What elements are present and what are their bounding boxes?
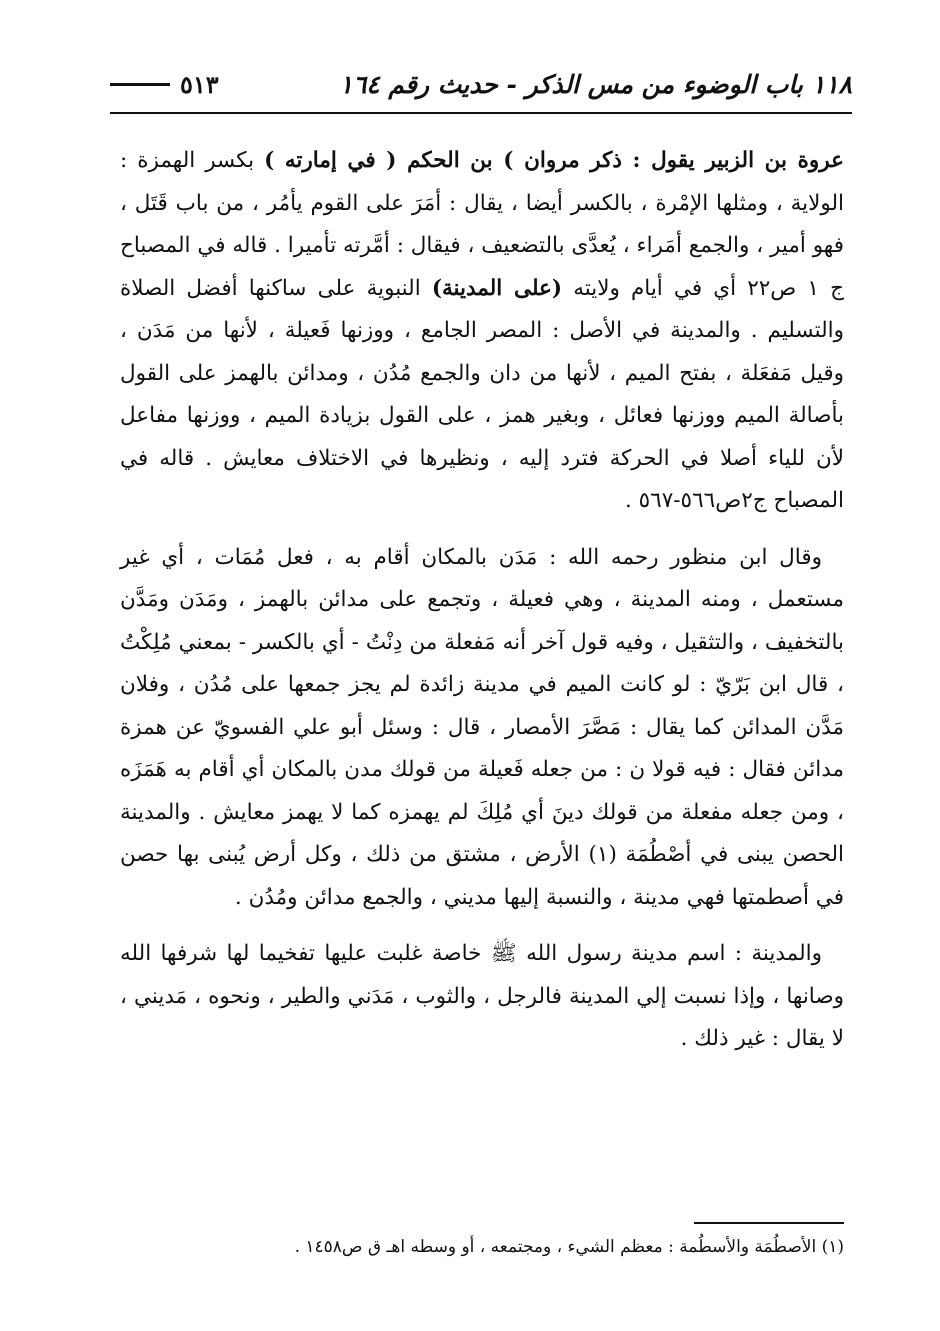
header-divider	[110, 112, 852, 114]
running-title: ١١٨ باب الوضوء من مس الذكر - حديث رقم ١٦٤	[339, 70, 852, 99]
main-text	[120, 140, 844, 1061]
page-header	[110, 70, 852, 110]
paragraph-3-text: والمدينة : اسم مدينة رسول الله ﷺ خاصة غلبت عليها تفخيما لها شرفها الله وصانها ، وإذا نسبت إلي المدينة فالرجل ، والثوب ، مَدَني والطير ، ونحوه ، مَديني ، لا يقال : غير ذلك .	[120, 941, 844, 1051]
paragraph-2	[120, 537, 844, 920]
paragraph-2-text: وقال ابن منظور رحمه الله : مَدَن بالمكان أقام به ، فعل مُمَات ، أي غير مستعمل ، ومنه المدينة ، وهي فعيلة ، وتجمع على مدائن بالهمز ، ومَدَن ومَدَّن بالتخفيف ، والتثقيل ، وفيه قول آخر أنه مَفعلة من دِنْتُ - أي بالكسر - بمعني مُلِكْتُ ، قال ابن بَرّيّ : لو كانت الميم في مدينة زائدة لم يجز جمعها على مُدُن ، وفلان مَدَّن المدائن كما يقال : مَصَّرَ الأمصار ، قال : وسئل أبو علي الفسويّ عن همزة مدائن فقال : فيه قولا ن : من جعله فَعيلة من قولك مدن بالمكان أي أقام به هَمَزَه ، ومن جعله مفعلة من قولك دينَ أي مُلِكَ لم يهمزه كما لا يهمز معايش . والمدينة الحصن يبنى في أصْطُمَة (١) الأرض ، مشتق من ذلك ، وكل أرض يُبنى بها حصن في أصطمتها فهي مدينة ، والنسبة إليها مديني ، والجمع مدائن ومُدُن .	[120, 544, 845, 910]
page-number-dash	[110, 83, 170, 86]
paragraph-1-bold-b: (على المدينة)	[431, 275, 563, 301]
footnote: (١) الأصطُمَة والأسطُمة : معظم الشيء ، ومجتمعه ، أو وسطه اهـ ق ص١٤٥٨ .	[294, 1237, 844, 1257]
page-number: ٥١٣	[180, 70, 219, 99]
footnote-divider	[694, 1222, 844, 1224]
paragraph-1	[120, 140, 844, 523]
paragraph-1-lead: عروة بن الزبير يقول : ذكر مروان ) بن الحكم ( في إمارته )	[264, 148, 844, 173]
paragraph-1-text-a: بكسر الهمزة : الولاية ، ومثلها الإمْرة ، بالكسر أيضا ، يقال : أمَرَ على القوم يأمُر ، من باب قَتَل ، فهو أمير ، والجمع أمَراء ، يُعدَّى بالتضعيف ، فيقال : أمَّرته تأميرا . قاله في المصباح ج ١ ص٢٢ أي في أيام ولايته	[120, 148, 844, 301]
paragraph-3	[120, 933, 844, 1061]
paragraph-1-text-b: النبوية على ساكنها أفضل الصلاة والتسليم . والمدينة في الأصل : المصر الجامع ، ووزنها فَعيلة ، لأنها من مَدَن ، وقيل مَفعَلة ، بفتح الميم ، لأنها من دان والجمع مُدُن ، ومدائن بالهمز على القول بأصالة الميم ووزنها فعائل ، وبغير همز ، على القول بزيادة الميم ، ووزنها مفاعل لأن للياء أصلا في الحركة فترد إليه ، ونظيرها في الاختلاف معايش . قاله في المصباح ج٢ص٥٦٦-٥٦٧ .	[120, 275, 844, 513]
page-number-group	[110, 70, 219, 99]
